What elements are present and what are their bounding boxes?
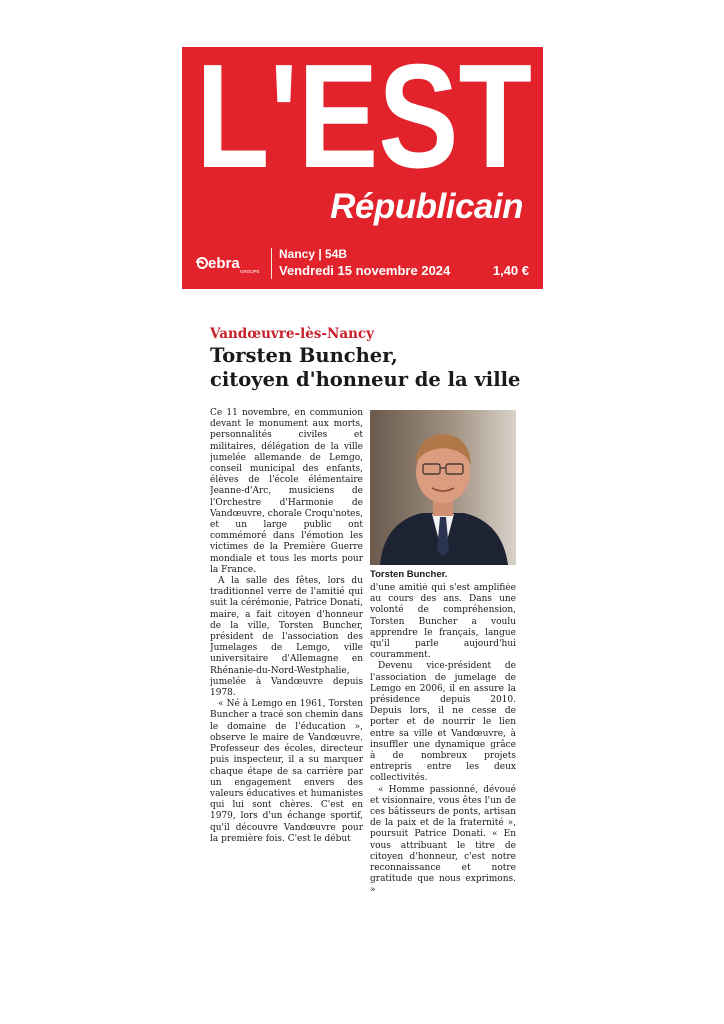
issue-price: 1,40 € xyxy=(492,263,529,278)
newspaper-subtitle: Républicain xyxy=(330,187,523,226)
newspaper-masthead xyxy=(182,47,543,289)
portrait-illustration xyxy=(370,410,516,565)
headline-line-2: citoyen d'honneur de la ville xyxy=(210,368,521,391)
paragraph: d'une amitié qui s'est amplifiée au cours des ans. Dans une volonté de compréhension, Torsten Buncher a voulu apprendre le français, langue qu'il parle aujourd'hui couramment. xyxy=(370,583,516,661)
group-sub: GROUPE xyxy=(240,269,260,274)
logo-text: L'EST xyxy=(196,55,532,179)
article-column-1 xyxy=(210,408,363,908)
headline-line-1: Torsten Buncher, xyxy=(210,344,398,367)
edition-label: Nancy | 54B xyxy=(279,247,348,261)
ebra-group-logo xyxy=(188,252,264,274)
issue-date: Vendredi 15 novembre 2024 xyxy=(279,263,451,278)
newspaper-logo xyxy=(196,55,536,179)
paragraph: « Né à Lemgo en 1961, Torsten Buncher a tracé son chemin dans le domaine de l'éducation », observe le maire de Vandœuvre. Professeur des écoles, directeur puis inspecteur, il a su marquer chaque étape de sa carrière par un engagement envers des valeurs éducatives et humanistes qui lui sont chères. C'est en 1979, lors d'un échange sportif, qu'il découvre Vandœuvre pour la première fois. C'est le début xyxy=(210,699,363,844)
article-column-2 xyxy=(370,583,516,908)
paragraph: « Homme passionné, dévoué et visionnaire, vous êtes l'un de ces bâtisseurs de ponts, artisan de la paix et de la fraternité », poursuit Patrice Donati. « En vous attribuant le titre de citoyen d'honneur, c'est notre reconnaissance et notre gratitude que nous exprimons. » xyxy=(370,784,516,896)
paragraph: Ce 11 novembre, en communion devant le monument aux morts, personnalités civiles et militaires, délégation de la ville jumelée allemande de Lemgo, conseil municipal des enfants, élèves de l'école élémentaire Jeanne-d'Arc, musiciens de l'Orchestre d'Harmonie de Vandœuvre, chorale Croqu'notes, et un large public ont commémoré dans l'émotion les victimes de la Première Guerre mondiale et tous les morts pour la France. xyxy=(210,408,363,575)
group-name: ebra xyxy=(208,255,240,272)
article-kicker: Vandœuvre-lès-Nancy xyxy=(210,326,374,342)
ebra-swirl-icon xyxy=(197,258,207,268)
paragraph: Devenu vice-président de l'association de jumelage de Lemgo en 2006, il en assure la présidence depuis 2010. Depuis lors, il ne cesse de porter et de nourrir le lien entre sa ville et Vandœuvre, à insuffler une dynamique grâce à de nombreux projets entrepris entre les deux collectivités. xyxy=(370,661,516,784)
photo-caption: Torsten Buncher. xyxy=(370,569,448,580)
masthead-divider xyxy=(271,248,272,279)
paragraph: A la salle des fêtes, lors du traditionnel verre de l'amitié qui suit la cérémonie, Patrice Donati, maire, a fait citoyen d'honneur de la ville, Torsten Buncher, président de l'association des Jumelages de Lemgo, ville universitaire d'Allemagne en Rhénanie-du-Nord-Westphalie, jumelée à Vandœuvre depuis 1978. xyxy=(210,576,363,699)
article-headline xyxy=(210,344,540,392)
portrait-photo xyxy=(370,410,516,565)
